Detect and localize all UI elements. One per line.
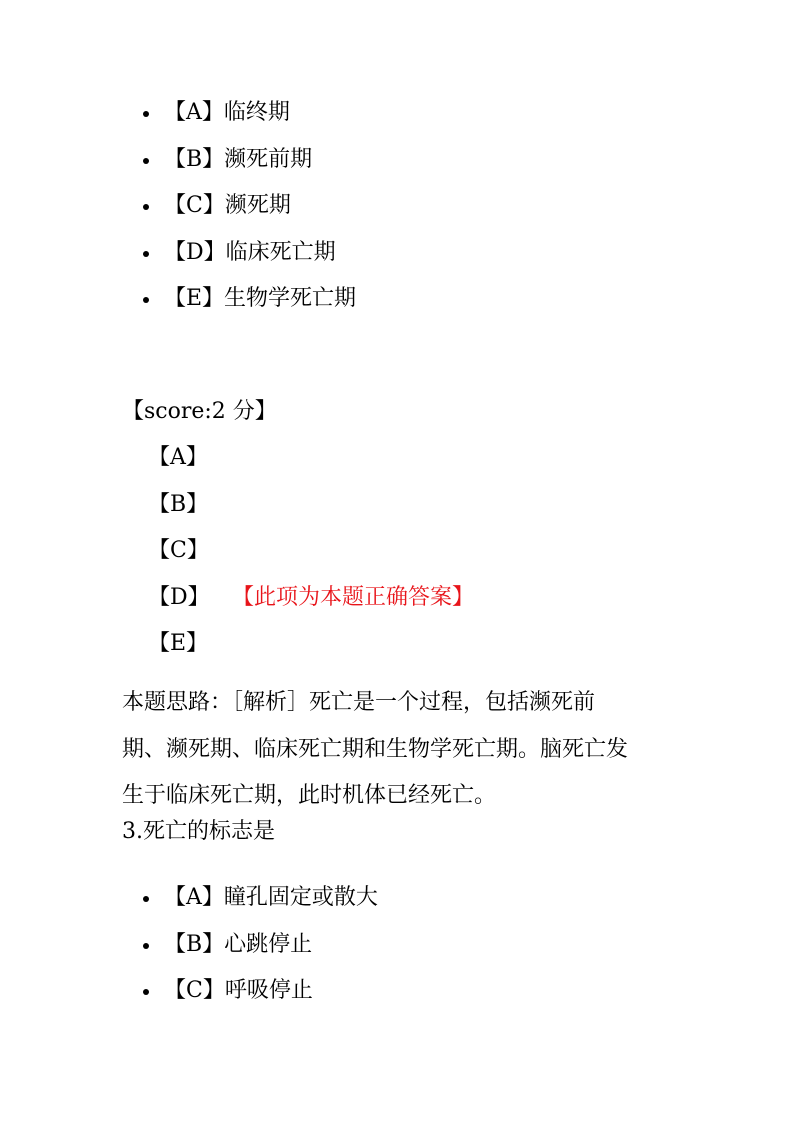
bullet-icon	[143, 111, 149, 117]
bullet-icon	[143, 989, 149, 995]
analysis-line: 期、濒死期、临床死亡期和生物学死亡期。脑死亡发	[122, 736, 629, 762]
option-text: 【D】临床死亡期	[164, 239, 336, 265]
bullet-icon	[143, 896, 149, 902]
answer-label: 【A】	[148, 445, 208, 470]
analysis-line: 本题思路：［解析］死亡是一个过程，包括濒死前	[122, 690, 596, 715]
bullet-icon	[143, 158, 149, 164]
score-label: 【score:2 分】	[122, 399, 277, 424]
bullet-icon	[143, 251, 149, 257]
answer-label: 【E】	[148, 631, 209, 657]
option-text: 【E】生物学死亡期	[164, 286, 357, 312]
option-text: 【C】濒死期	[164, 193, 291, 219]
answer-d	[148, 584, 475, 633]
bullet-icon	[143, 943, 149, 949]
correct-answer-marker: 【此项为本题正确答案】	[232, 584, 475, 610]
answer-label: 【D】	[148, 584, 210, 610]
answer-c	[148, 539, 210, 586]
option-text: 【A】瞳孔固定或散大	[164, 885, 378, 910]
option-text: 【B】心跳停止	[164, 931, 313, 957]
answer-label: 【B】	[148, 491, 209, 517]
bullet-icon	[143, 297, 149, 303]
option-text: 【A】临终期	[164, 100, 290, 125]
answer-e	[148, 632, 210, 679]
answer-a	[148, 446, 210, 493]
analysis-line: 生于临床死亡期，此时机体已经死亡。	[122, 783, 497, 808]
analysis-paragraph	[122, 680, 682, 820]
option-text: 【B】濒死前期	[164, 146, 313, 172]
question-3-title: 3.死亡的标志是	[122, 819, 275, 844]
answer-label: 【C】	[148, 538, 209, 564]
answer-b	[148, 493, 210, 540]
bullet-icon	[143, 204, 149, 210]
answer-key-list	[148, 445, 475, 679]
option-text: 【C】呼吸停止	[164, 978, 313, 1004]
